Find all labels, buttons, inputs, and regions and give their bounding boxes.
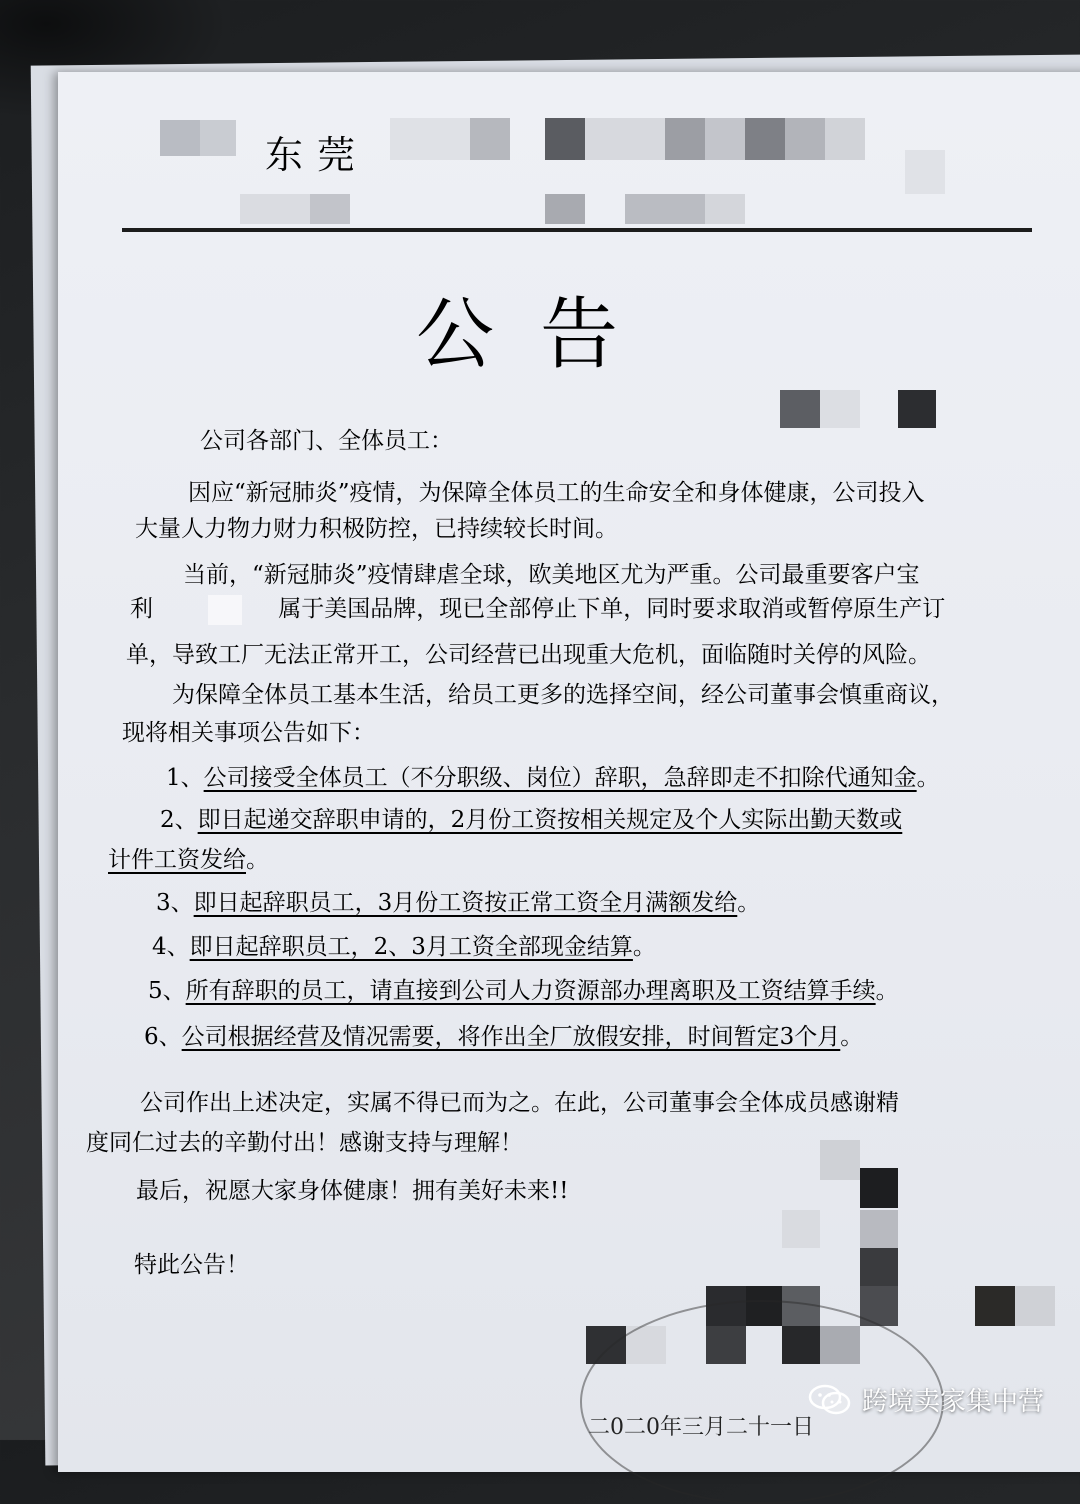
list-item: 3、即日起辞职员工，3月份工资按正常工资全月满额发给。 [156,890,761,916]
redaction-block [785,118,825,160]
list-item: 2、即日起递交辞职申请的，2月份工资按相关规定及个人实际出勤天数或 [160,807,903,833]
redaction-block [390,118,470,160]
redaction-block [860,1168,898,1208]
redaction-block [665,118,705,160]
paragraph-line: 大量人力物力财力积极防控，已持续较长时间。 [135,516,618,542]
paragraph-line: 现将相关事项公告如下： [122,720,375,746]
paragraph-line: 单，导致工厂无法正常开工，公司经营已出现重大危机，面临随时关停的风险。 [126,642,931,668]
redaction-block [705,118,745,160]
redaction-block [310,194,350,224]
redaction-block [200,120,236,156]
redaction-block [160,120,200,156]
closing-line: 最后，祝愿大家身体健康！拥有美好未来!! [136,1178,569,1204]
redaction-block [1015,1286,1055,1326]
letterhead-rule [122,228,1032,232]
redaction-block [782,1210,820,1248]
item-text: 公司根据经营及情况需要，将作出全厂放假安排，时间暂定3个月 [181,1024,841,1050]
letterhead-company-prefix: 东莞 [265,133,370,177]
redaction-block [240,194,310,224]
paragraph-line: 当前，“新冠肺炎”疫情肆虐全球，欧美地区尤为严重。公司最重要客户宝 [183,562,920,588]
item-text: 所有辞职的员工，请直接到公司人力资源部办理离职及工资结算手续 [185,978,876,1004]
paragraph-line: 为保障全体员工基本生活，给员工更多的选择空间，经公司董事会慎重商议， [172,682,954,708]
source-watermark [808,1381,1044,1418]
list-item: 1、公司接受全体员工（不分职级、岗位）辞职，急辞即走不扣除代通知金。 [166,765,940,791]
item-text: 公司接受全体员工（不分职级、岗位）辞职，急辞即走不扣除代通知金 [203,765,917,791]
closing-line: 度同仁过去的辛勤付出！感谢支持与理解！ [86,1130,523,1156]
redaction-block [585,118,665,160]
redaction-block [470,118,510,160]
redaction-block [745,118,785,160]
redaction-block [905,150,945,194]
redaction-block [975,1286,1015,1326]
redaction-block [860,1248,898,1286]
item-text: 计件工资发给 [108,847,246,873]
closing-line: 公司作出上述决定，实属不得已而为之。在此，公司董事会全体成员感谢精 [140,1090,899,1116]
redaction-block [625,194,705,224]
notice-date: 二0二0年三月二十一日 [588,1415,814,1440]
list-item: 5、所有辞职的员工，请直接到公司人力资源部办理离职及工资结算手续。 [148,978,899,1004]
redaction-block [860,1210,898,1248]
wechat-icon [808,1384,852,1416]
paragraph-line: 因应“新冠肺炎”疫情，为保障全体员工的生命安全和身体健康，公司投入 [188,480,925,506]
list-item: 6、公司根据经营及情况需要，将作出全厂放假安排，时间暂定3个月。 [144,1024,864,1050]
list-item: 4、即日起辞职员工，2、3月工资全部现金结算。 [152,934,656,960]
list-item: 计件工资发给。 [108,847,269,873]
redaction-block [780,390,820,428]
redaction-block [820,390,860,428]
redaction-block [545,194,585,224]
watermark-text: 跨境卖家集中营 [861,1387,1044,1417]
salutation: 公司各部门、全体员工： [200,428,453,454]
redaction-block [825,118,865,160]
item-text: 即日起辞职员工，3月份工资按正常工资全月满额发给 [193,890,738,916]
closing-line: 特此公告！ [134,1252,249,1278]
item-text: 即日起递交辞职申请的，2月份工资按相关规定及个人实际出勤天数或 [197,807,903,833]
paragraph-text: 利 [130,596,153,622]
notice-title: 公告 [415,290,664,380]
paragraph-line [130,590,945,628]
redaction-block [898,390,936,428]
redaction-block [705,194,745,224]
item-text: 即日起辞职员工，2、3月工资全部现金结算 [189,934,633,960]
paragraph-text: 属于美国品牌，现已全部停止下单，同时要求取消或暂停原生产订 [278,596,946,622]
redaction-block [208,595,242,625]
redaction-block [545,118,585,160]
redaction-block [820,1140,860,1180]
